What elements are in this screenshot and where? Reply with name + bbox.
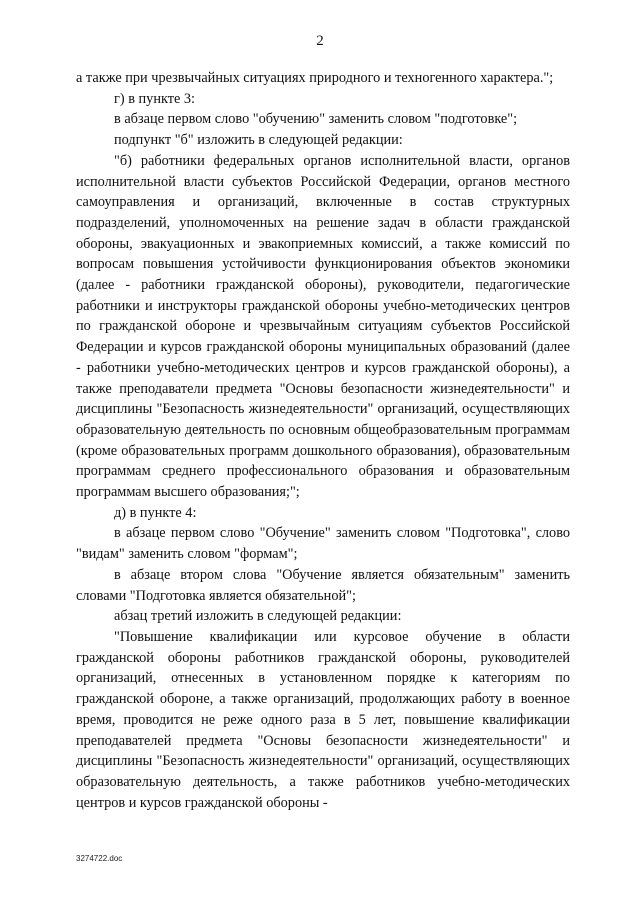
document-body (76, 68, 570, 813)
paragraph: в абзаце первом слово "Обучение" заменить словом "Подготовка", слово "видам" заменить словом "формам"; (76, 525, 570, 563)
paragraph: в абзаце первом слово "обучению" заменить словом "подготовке"; (114, 111, 518, 128)
page-number: 2 (316, 33, 324, 49)
paragraph: "б) работники федеральных органов исполнительной власти, органов исполнительной власти субъектов Российской Федерации, органов местного самоуправления и организаций, включенные в состав структурных подразделений, уполномоченных на решение задач в области гражданской обороны, эвакуационных и эвакоприемных комиссий, а также комиссий по вопросам повышения устойчивости функционирования объектов экономики (далее - работники гражданской обороны), руководители, педагогические работники и инструкторы гражданской обороны учебно-методических центров по гражданской обороне и чрезвычайным ситуациям субъектов Российской Федерации и курсов гражданской обороны муниципальных образований (далее - работники учебно-методических центров и курсов гражданской обороны), а также преподаватели предмета "Основы безопасности жизнедеятельности" и дисциплины "Безопасность жизнедеятельности" организаций, осуществляющих образовательную деятельность по основным общеобразовательным программам (кроме образовательных программ дошкольного образования), образовательным программам среднего профессионального образования и образовательным программам высшего образования;"; (76, 152, 570, 501)
paragraph: а также при чрезвычайных ситуациях природного и техногенного характера."; (76, 70, 554, 86)
document-footer-filename: 3274722.doc (76, 854, 123, 863)
paragraph: абзац третий изложить в следующей редакции: (114, 608, 402, 625)
paragraph: д) в пункте 4: (114, 504, 197, 521)
paragraph: подпункт "б" изложить в следующей редакции: (114, 132, 403, 149)
paragraph: в абзаце втором слова "Обучение является обязательным" заменить словами "Подготовка является обязательной"; (76, 566, 570, 604)
paragraph: "Повышение квалификации или курсовое обучение в области гражданской обороны работников гражданской обороны, руководителей организаций, отнесенных в установленном порядке к категориям по гражданской обороне, а также организаций, продолжающих работу в военное время, проводится не реже одного раза в 5 лет, повышение квалификации преподавателей предмета "Основы безопасности жизнедеятельности" и дисциплины "Безопасность жизнедеятельности" организаций, осуществляющих образовательную деятельность, а также работников учебно-методических центров и курсов гражданской обороны - (76, 628, 570, 811)
paragraph: г) в пункте 3: (114, 90, 196, 107)
